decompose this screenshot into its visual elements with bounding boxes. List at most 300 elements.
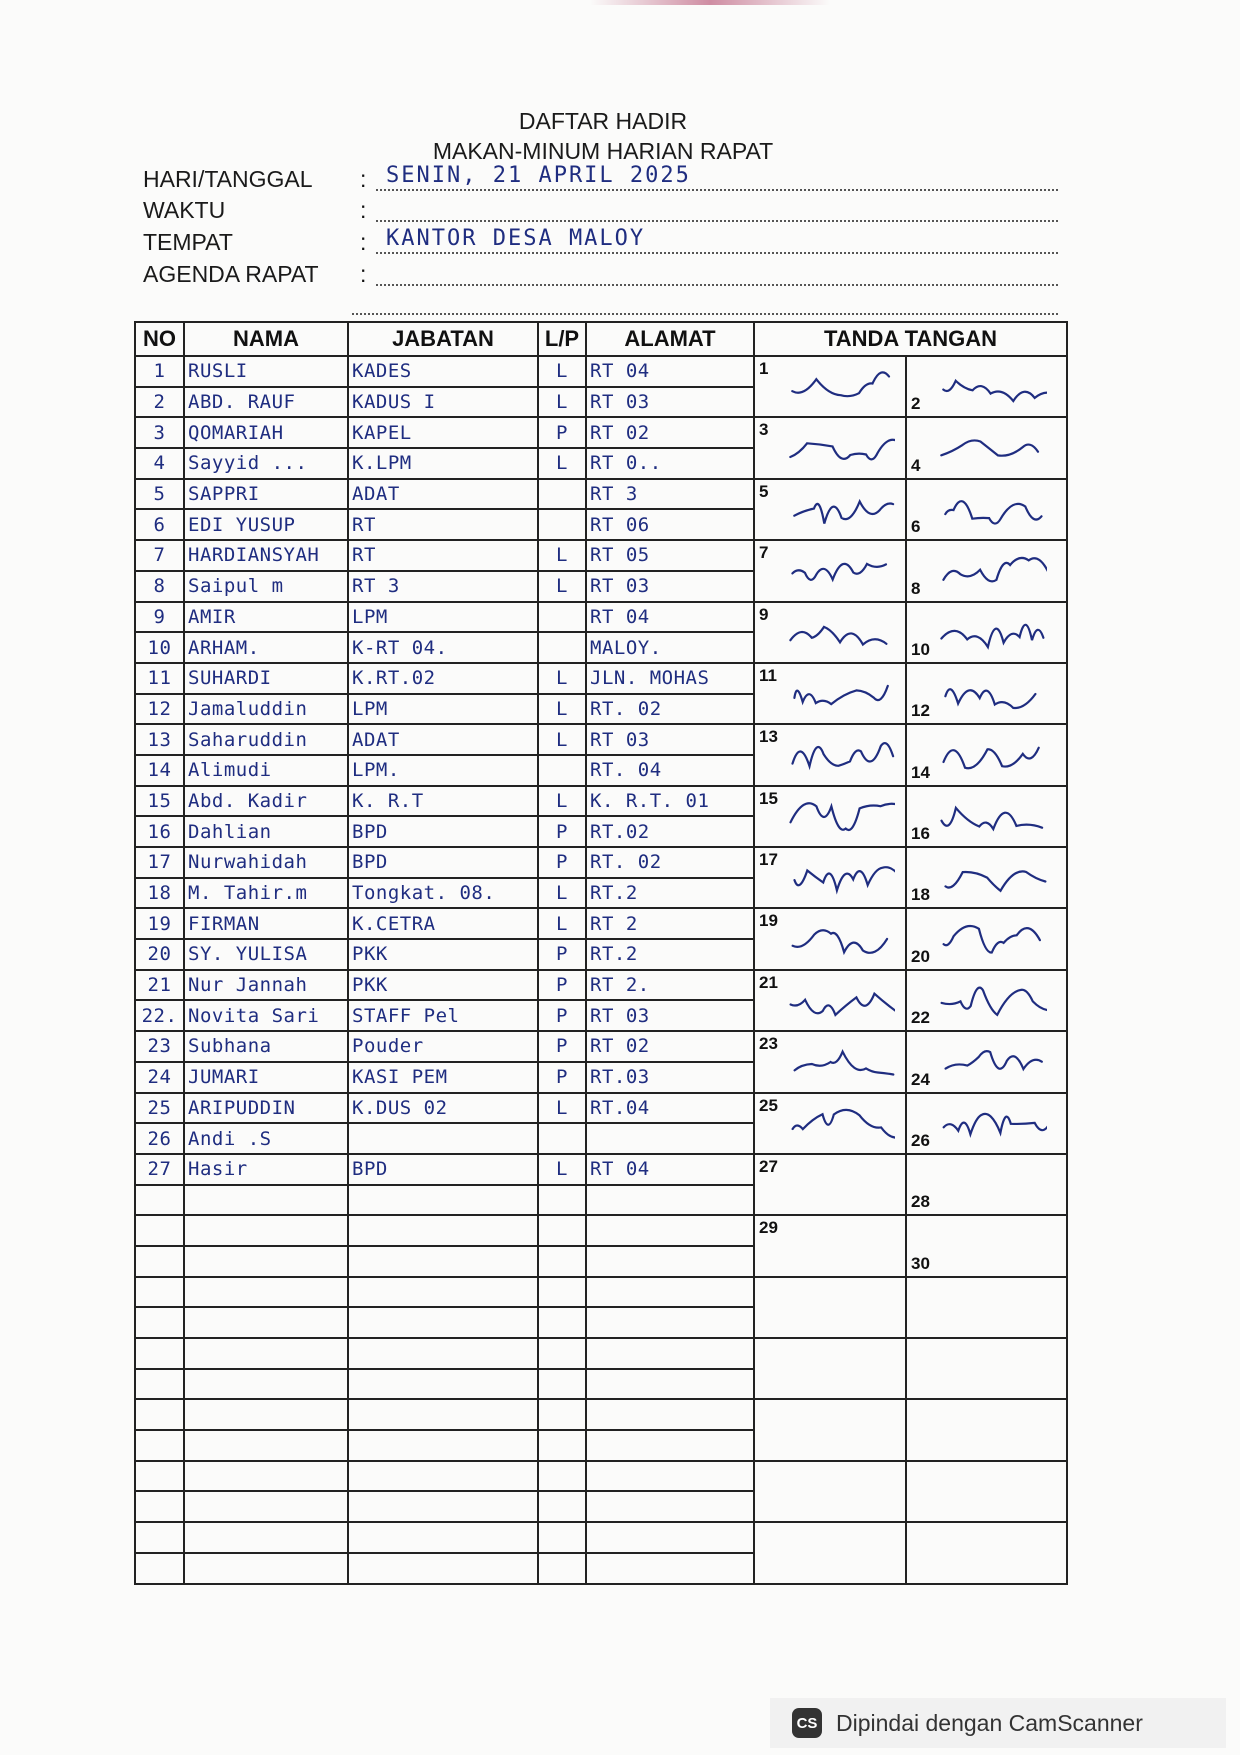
- signature-scribble: [785, 422, 895, 472]
- table-row: [135, 1154, 1067, 1185]
- cell-alamat: RT 06: [586, 509, 754, 540]
- cell-lp: [538, 632, 586, 663]
- cell-jabatan: K. R.T: [348, 786, 538, 817]
- signature-scribble: [785, 607, 895, 657]
- cell-nama: Jamaluddin: [184, 694, 348, 725]
- meta-colon: :: [360, 261, 367, 287]
- signature-box-right: [906, 1215, 1067, 1276]
- table-row: [135, 847, 1067, 878]
- cell-lp: [538, 1430, 586, 1461]
- cell-alamat: RT 04: [586, 1154, 754, 1185]
- table-row: [135, 1277, 1067, 1308]
- cell-alamat: RT.2: [586, 939, 754, 970]
- table-row: [135, 356, 1067, 387]
- document-title: DAFTAR HADIR: [518, 108, 688, 134]
- cell-nama: SY. YULISA: [184, 939, 348, 970]
- cell-lp: [538, 755, 586, 786]
- cell-no: 1: [135, 356, 184, 387]
- cell-alamat: RT 02: [586, 1031, 754, 1062]
- signature-box-left: [754, 908, 906, 969]
- cell-jabatan: [348, 1277, 538, 1308]
- cell-alamat: RT 03: [586, 1000, 754, 1031]
- cell-lp: [538, 1123, 586, 1154]
- cell-alamat: [586, 1215, 754, 1246]
- cell-alamat: RT. 02: [586, 694, 754, 725]
- meta-label-waktu: WAKTU: [143, 197, 226, 223]
- signature-scribble: [937, 668, 1047, 718]
- signature-box-left: [754, 1399, 906, 1460]
- signature-box-right: [906, 1338, 1067, 1399]
- signature-box-right: [906, 724, 1067, 785]
- cell-no: 22.: [135, 1000, 184, 1031]
- cell-alamat: [586, 1307, 754, 1338]
- cell-jabatan: [348, 1553, 538, 1584]
- header-lp: L/P: [538, 322, 586, 356]
- table-row: [135, 908, 1067, 939]
- signature-scribble: [937, 361, 1047, 411]
- cell-no: [135, 1338, 184, 1369]
- cell-jabatan: KAPEL: [348, 417, 538, 448]
- signature-scribble: [937, 729, 1047, 779]
- signature-number: 30: [911, 1253, 930, 1273]
- cell-jabatan: BPD: [348, 816, 538, 847]
- cell-lp: [538, 1277, 586, 1308]
- cell-nama: Nur Jannah: [184, 970, 348, 1001]
- meta-dotted-line: [376, 252, 1058, 254]
- cell-lp: L: [538, 878, 586, 909]
- cell-jabatan: K.DUS 02: [348, 1093, 538, 1124]
- signature-scribble: [937, 852, 1047, 902]
- signature-box-right: [906, 908, 1067, 969]
- cell-jabatan: KASI PEM: [348, 1062, 538, 1093]
- meta-dotted-line: [376, 189, 1058, 191]
- cell-jabatan: [348, 1461, 538, 1492]
- signature-scribble: [937, 1098, 1047, 1148]
- cell-jabatan: LPM: [348, 602, 538, 633]
- cell-jabatan: LPM: [348, 694, 538, 725]
- signature-scribble: [785, 545, 895, 595]
- cell-no: 16: [135, 816, 184, 847]
- signature-number: 15: [759, 788, 778, 808]
- cell-jabatan: BPD: [348, 847, 538, 878]
- cell-no: 17: [135, 847, 184, 878]
- signature-number: 29: [759, 1218, 778, 1238]
- signature-scribble: [937, 1036, 1047, 1086]
- signature-scribble: [785, 1098, 895, 1148]
- cell-jabatan: RT 3: [348, 571, 538, 602]
- signature-box-left: [754, 417, 906, 478]
- signature-box-left: [754, 1338, 906, 1399]
- cell-alamat: [586, 1123, 754, 1154]
- cell-alamat: [586, 1461, 754, 1492]
- cell-lp: [538, 1369, 586, 1400]
- cell-jabatan: [348, 1430, 538, 1461]
- cell-alamat: K. R.T. 01: [586, 786, 754, 817]
- signature-number: 3: [759, 420, 769, 440]
- table-row: [135, 1093, 1067, 1124]
- cell-no: 14: [135, 755, 184, 786]
- cell-no: 19: [135, 908, 184, 939]
- cell-jabatan: K.RT.02: [348, 663, 538, 694]
- cell-nama: Subhana: [184, 1031, 348, 1062]
- signature-box-right: [906, 602, 1067, 663]
- signature-box-right: [906, 1154, 1067, 1215]
- cell-no: 6: [135, 509, 184, 540]
- signature-number: 10: [911, 639, 930, 659]
- cell-alamat: RT 2.: [586, 970, 754, 1001]
- scan-edge-mark: [590, 0, 830, 5]
- cell-nama: [184, 1430, 348, 1461]
- cell-nama: ARHAM.: [184, 632, 348, 663]
- meta-dotted-line-extra: [352, 313, 1058, 315]
- cell-lp: L: [538, 1154, 586, 1185]
- cell-jabatan: [348, 1185, 538, 1216]
- cell-no: 25: [135, 1093, 184, 1124]
- signature-scribble: [937, 484, 1047, 534]
- signature-box-left: [754, 1277, 906, 1338]
- cell-lp: L: [538, 786, 586, 817]
- cell-jabatan: [348, 1522, 538, 1553]
- meta-dotted-line: [376, 284, 1058, 286]
- signature-number: 16: [911, 824, 930, 843]
- cell-nama: ABD. RAUF: [184, 387, 348, 418]
- cell-lp: [538, 1215, 586, 1246]
- meta-dotted-line: [376, 220, 1058, 222]
- cell-nama: Saharuddin: [184, 724, 348, 755]
- cell-alamat: RT 03: [586, 571, 754, 602]
- cell-no: 2: [135, 387, 184, 418]
- cell-nama: [184, 1338, 348, 1369]
- cell-jabatan: [348, 1369, 538, 1400]
- cell-no: [135, 1430, 184, 1461]
- cell-alamat: [586, 1491, 754, 1522]
- cell-nama: ARIPUDDIN: [184, 1093, 348, 1124]
- signature-scribble: [785, 361, 895, 411]
- cell-no: 21: [135, 970, 184, 1001]
- signature-scribble: [785, 668, 895, 718]
- cell-no: 3: [135, 417, 184, 448]
- cell-nama: RUSLI: [184, 356, 348, 387]
- meta-label-hari: HARI/TANGGAL: [143, 166, 313, 192]
- signature-box-right: [906, 1031, 1067, 1092]
- cell-lp: P: [538, 1031, 586, 1062]
- header-alamat: ALAMAT: [586, 322, 754, 356]
- cell-nama: QOMARIAH: [184, 417, 348, 448]
- cell-alamat: [586, 1522, 754, 1553]
- cell-lp: [538, 602, 586, 633]
- cell-jabatan: KADES: [348, 356, 538, 387]
- cell-jabatan: RT: [348, 509, 538, 540]
- cell-alamat: [586, 1399, 754, 1430]
- cell-nama: [184, 1491, 348, 1522]
- signature-number: 21: [759, 972, 778, 992]
- cell-alamat: RT 3: [586, 479, 754, 510]
- signature-scribble: [937, 422, 1047, 472]
- camscanner-badge: [770, 1698, 1226, 1748]
- cell-no: 23: [135, 1031, 184, 1062]
- cell-jabatan: [348, 1246, 538, 1277]
- signature-box-right: [906, 1461, 1067, 1522]
- cell-lp: [538, 1491, 586, 1522]
- cell-jabatan: ADAT: [348, 479, 538, 510]
- signature-number: 20: [911, 946, 930, 966]
- table-row: [135, 1215, 1067, 1246]
- signature-scribble: [785, 975, 895, 1025]
- cell-nama: [184, 1277, 348, 1308]
- cell-alamat: RT.04: [586, 1093, 754, 1124]
- table-row: [135, 786, 1067, 817]
- cell-no: [135, 1399, 184, 1430]
- cell-no: 15: [135, 786, 184, 817]
- cell-nama: [184, 1399, 348, 1430]
- cell-no: [135, 1185, 184, 1216]
- table-row: [135, 602, 1067, 633]
- signature-number: 5: [759, 481, 769, 501]
- cell-alamat: RT. 04: [586, 755, 754, 786]
- cell-jabatan: K.CETRA: [348, 908, 538, 939]
- cell-lp: L: [538, 694, 586, 725]
- signature-number: 4: [911, 455, 921, 475]
- cell-jabatan: PKK: [348, 939, 538, 970]
- table-row: [135, 970, 1067, 1001]
- cell-lp: [538, 1246, 586, 1277]
- cell-alamat: RT 04: [586, 356, 754, 387]
- cell-nama: EDI YUSUP: [184, 509, 348, 540]
- signature-scribble: [785, 729, 895, 779]
- cell-lp: L: [538, 724, 586, 755]
- cell-lp: [538, 479, 586, 510]
- cell-alamat: [586, 1430, 754, 1461]
- cell-lp: P: [538, 939, 586, 970]
- cell-lp: P: [538, 1062, 586, 1093]
- cell-jabatan: RT: [348, 540, 538, 571]
- signature-box-right: [906, 847, 1067, 908]
- header-jabatan: JABATAN: [348, 322, 538, 356]
- cell-alamat: JLN. MOHAS: [586, 663, 754, 694]
- cell-lp: [538, 1399, 586, 1430]
- table-row: [135, 1461, 1067, 1492]
- cell-nama: Andi .S: [184, 1123, 348, 1154]
- signature-box-right: [906, 1277, 1067, 1338]
- cell-no: 8: [135, 571, 184, 602]
- cell-alamat: RT 04: [586, 602, 754, 633]
- signature-box-left: [754, 1522, 906, 1583]
- table-row: [135, 1399, 1067, 1430]
- cell-alamat: RT 0..: [586, 448, 754, 479]
- cell-nama: [184, 1553, 348, 1584]
- cell-lp: L: [538, 540, 586, 571]
- signature-number: 26: [911, 1130, 930, 1150]
- signature-scribble: [785, 913, 895, 963]
- cell-jabatan: Pouder: [348, 1031, 538, 1062]
- signature-box-left: [754, 847, 906, 908]
- cell-alamat: [586, 1277, 754, 1308]
- signature-number: 12: [911, 701, 930, 721]
- cell-jabatan: [348, 1399, 538, 1430]
- signature-box-left: [754, 356, 906, 417]
- cell-lp: L: [538, 448, 586, 479]
- signature-scribble: [937, 791, 1047, 841]
- cell-no: 11: [135, 663, 184, 694]
- cell-lp: L: [538, 663, 586, 694]
- document-subtitle: MAKAN-MINUM HARIAN RAPAT: [432, 138, 774, 164]
- cell-lp: [538, 1185, 586, 1216]
- signature-box-right: [906, 356, 1067, 417]
- signature-box-left: [754, 1461, 906, 1522]
- signature-number: 28: [911, 1192, 930, 1212]
- cell-nama: [184, 1246, 348, 1277]
- cell-alamat: MALOY.: [586, 632, 754, 663]
- signature-number: 13: [759, 727, 778, 747]
- cell-nama: [184, 1461, 348, 1492]
- cell-alamat: RT 02: [586, 417, 754, 448]
- cell-jabatan: PKK: [348, 970, 538, 1001]
- cell-no: [135, 1277, 184, 1308]
- signature-number: 1: [759, 359, 769, 378]
- cell-lp: L: [538, 387, 586, 418]
- meta-colon: :: [360, 197, 367, 223]
- signature-box-left: [754, 786, 906, 847]
- signature-number: 22: [911, 1008, 930, 1028]
- cell-no: 18: [135, 878, 184, 909]
- signature-box-right: [906, 1093, 1067, 1154]
- signature-box-left: [754, 602, 906, 663]
- signature-scribble: [785, 791, 895, 841]
- signature-number: 23: [759, 1034, 778, 1054]
- cell-no: 4: [135, 448, 184, 479]
- cell-jabatan: [348, 1338, 538, 1369]
- cell-jabatan: BPD: [348, 1154, 538, 1185]
- cell-nama: SUHARDI: [184, 663, 348, 694]
- cell-jabatan: ADAT: [348, 724, 538, 755]
- cell-no: 10: [135, 632, 184, 663]
- signature-box-right: [906, 417, 1067, 478]
- cell-nama: Dahlian: [184, 816, 348, 847]
- signature-box-left: [754, 970, 906, 1031]
- signature-scribble: [785, 1036, 895, 1086]
- cell-no: [135, 1522, 184, 1553]
- header-no: NO: [135, 322, 184, 356]
- cell-no: 27: [135, 1154, 184, 1185]
- cell-nama: HARDIANSYAH: [184, 540, 348, 571]
- cell-nama: M. Tahir.m: [184, 878, 348, 909]
- cell-nama: AMIR: [184, 602, 348, 633]
- cell-nama: [184, 1185, 348, 1216]
- cell-lp: P: [538, 847, 586, 878]
- signature-scribble: [937, 975, 1047, 1025]
- camscanner-logo-icon: CS: [792, 1708, 822, 1738]
- signature-number: 25: [759, 1095, 778, 1115]
- cell-no: [135, 1215, 184, 1246]
- cell-no: 9: [135, 602, 184, 633]
- signature-box-left: [754, 1215, 906, 1276]
- table-row: [135, 1338, 1067, 1369]
- cell-lp: [538, 1307, 586, 1338]
- cell-jabatan: [348, 1307, 538, 1338]
- cell-jabatan: LPM.: [348, 755, 538, 786]
- cell-nama: Sayyid ...: [184, 448, 348, 479]
- cell-no: 20: [135, 939, 184, 970]
- table-row: [135, 479, 1067, 510]
- cell-alamat: RT. 02: [586, 847, 754, 878]
- cell-jabatan: KADUS I: [348, 387, 538, 418]
- cell-lp: P: [538, 816, 586, 847]
- cell-alamat: RT 2: [586, 908, 754, 939]
- cell-nama: [184, 1307, 348, 1338]
- cell-nama: Nurwahidah: [184, 847, 348, 878]
- signature-scribble: [937, 607, 1047, 657]
- cell-lp: [538, 1338, 586, 1369]
- meta-label-tempat: TEMPAT: [143, 229, 233, 255]
- cell-jabatan: [348, 1215, 538, 1246]
- signature-number: 24: [911, 1069, 930, 1089]
- signature-box-right: [906, 970, 1067, 1031]
- cell-nama: JUMARI: [184, 1062, 348, 1093]
- cell-nama: Saipul m: [184, 571, 348, 602]
- signature-box-left: [754, 724, 906, 785]
- cell-lp: [538, 509, 586, 540]
- cell-no: 7: [135, 540, 184, 571]
- signature-number: 2: [911, 394, 921, 414]
- cell-no: [135, 1307, 184, 1338]
- cell-nama: Novita Sari: [184, 1000, 348, 1031]
- table-row: [135, 540, 1067, 571]
- signature-number: 14: [911, 762, 930, 782]
- cell-no: 24: [135, 1062, 184, 1093]
- cell-no: 13: [135, 724, 184, 755]
- signature-number: 19: [759, 911, 778, 931]
- cell-nama: [184, 1369, 348, 1400]
- cell-alamat: RT 03: [586, 724, 754, 755]
- cell-nama: Abd. Kadir: [184, 786, 348, 817]
- cell-nama: [184, 1522, 348, 1553]
- signature-number: 27: [759, 1156, 778, 1176]
- signature-box-right: [906, 663, 1067, 724]
- cell-no: 5: [135, 479, 184, 510]
- cell-lp: L: [538, 1093, 586, 1124]
- cell-jabatan: Tongkat. 08.: [348, 878, 538, 909]
- signature-number: 11: [759, 665, 777, 685]
- signature-box-left: [754, 479, 906, 540]
- cell-nama: SAPPRI: [184, 479, 348, 510]
- cell-lp: [538, 1522, 586, 1553]
- cell-alamat: RT 03: [586, 387, 754, 418]
- cell-alamat: RT.2: [586, 878, 754, 909]
- signature-box-left: [754, 540, 906, 601]
- cell-jabatan: [348, 1491, 538, 1522]
- header-tanda-tangan: TANDA TANGAN: [754, 322, 1067, 356]
- header-nama: NAMA: [184, 322, 348, 356]
- signature-scribble: [785, 852, 895, 902]
- cell-lp: L: [538, 908, 586, 939]
- signature-scribble: [937, 545, 1047, 595]
- signature-box-right: [906, 540, 1067, 601]
- cell-lp: L: [538, 571, 586, 602]
- cell-jabatan: K-RT 04.: [348, 632, 538, 663]
- cell-nama: Alimudi: [184, 755, 348, 786]
- cell-lp: L: [538, 356, 586, 387]
- table-row: [135, 724, 1067, 755]
- table-row: [135, 1031, 1067, 1062]
- signature-number: 17: [759, 850, 778, 869]
- signature-number: 18: [911, 885, 930, 905]
- cell-no: 26: [135, 1123, 184, 1154]
- cell-nama: [184, 1215, 348, 1246]
- signature-box-right: [906, 1399, 1067, 1460]
- cell-jabatan: K.LPM: [348, 448, 538, 479]
- table-row: [135, 1522, 1067, 1553]
- cell-jabatan: [348, 1123, 538, 1154]
